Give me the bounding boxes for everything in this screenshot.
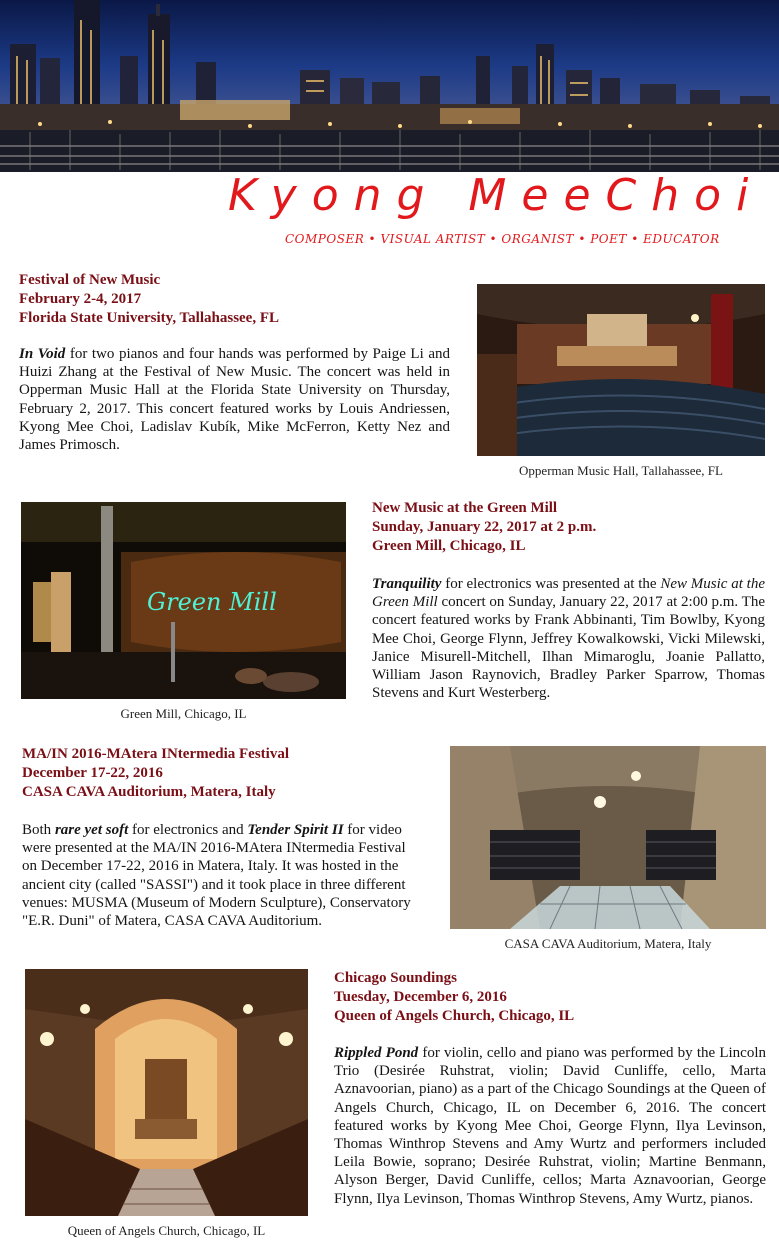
- site-title: Kyong MeeChoi: [228, 170, 764, 221]
- photo-caption: Opperman Music Hall, Tallahassee, FL: [519, 463, 723, 478]
- event-date: Tuesday, December 6, 2016: [334, 989, 507, 1005]
- event-venue: Queen of Angels Church, Chicago, IL: [334, 1008, 575, 1024]
- event-heading: [334, 969, 764, 1026]
- skyline-banner-image: [0, 0, 779, 172]
- event-venue: Florida State University, Tallahassee, FL: [19, 310, 280, 326]
- event-description: Both rare yet soft for electronics and Tender Spirit II for video were presented at the MA/IN 2016-MAtera INtermedia Festival on December 17-22, 2016 in Matera, Italy. It was hosted in the ancient city (called "SASSI") and it took place in three different venues: MUSMA (Museum of Modern Sculpture), Conservatory "E.R. Duni" of Matera, CASA CAVA Auditorium.: [22, 822, 411, 930]
- work-title: Rippled Pond: [334, 1045, 419, 1061]
- opperman-hall-photo: [477, 284, 765, 456]
- concert-series-name: New Music at the Green Mill: [372, 576, 765, 611]
- photo-caption: CASA CAVA Auditorium, Matera, Italy: [504, 936, 712, 951]
- event-date: February 2-4, 2017: [19, 291, 142, 307]
- work-title: rare yet soft: [54, 822, 129, 838]
- event-description: Tranquility for electronics was presented at the New Music at the Green Mill concert on Sunday, January 22, 2017 at 2:00 p.m. The concert featured works by Frank Abbinanti, Tim Bowlby, Kyong Mee Choi, George Flynn, Jeffrey Kowalkowski, Vicki Milewski, Janice Misurell-Mitchell, Ilhan Mimaroglu, Joanie Pallatto, William Jason Raynovich, Bradley Parker Sparrow, Thomas Stevens and Kurt Westerberg.: [372, 576, 765, 702]
- event-venue: Green Mill, Chicago, IL: [372, 538, 526, 554]
- green-mill-neon-sign: Green Mill: [147, 588, 277, 616]
- site-tagline: COMPOSER • VISUAL ARTIST • ORGANIST • POET • EDUCATOR: [285, 232, 720, 246]
- event-title: MA/IN 2016-MAtera INtermedia Festival: [22, 746, 290, 762]
- queen-of-angels-photo: [25, 969, 308, 1216]
- event-title: Chicago Soundings: [334, 970, 457, 986]
- photo-caption: Green Mill, Chicago, IL: [120, 706, 247, 721]
- casa-cava-photo: [450, 746, 766, 929]
- event-heading: [372, 499, 772, 556]
- event-title: Festival of New Music: [19, 272, 161, 288]
- work-title: Tranquility: [372, 576, 442, 592]
- work-title: In Void: [19, 346, 66, 362]
- event-date: Sunday, January 22, 2017 at 2 p.m.: [372, 519, 597, 535]
- event-description: Rippled Pond for violin, cello and piano was performed by the Lincoln Trio (Desirée Ruhstrat, violin; David Cunliffe, cello, Marta Aznavoorian, piano) as a part of the Chicago Soundings at the Queen of Angels Church, Chicago, IL on December 6, 2016. The concert featured works by Kyong Mee Choi, George Flynn, Ilya Levinson, Thomas Winthrop Stevens and Amy Wurtz and performers included Leila Bowie, soprano; Desirée Ruhstrat, violin; Martine Benmann, Alyson Berger, David Cunliffe, cellos; Marta Aznavoorian, George Flynn, Ilya Levinson, Thomas Winthrop Stevens, Amy Wurtz, pianos.: [334, 1045, 766, 1207]
- event-heading: [22, 745, 442, 802]
- photo-caption: Queen of Angels Church, Chicago, IL: [67, 1223, 266, 1238]
- event-date: December 17-22, 2016: [22, 765, 163, 781]
- event-description: In Void for two pianos and four hands was performed by Paige Li and Huizi Zhang at the Festival of New Music. The concert was held in Opperman Music Hall at the Florida State University on Thursday, February 2, 2017. This concert featured works by Louis Andriessen, Kyong Mee Choi, Ladislav Kubík, Mike McFerron, Ketty Nez and James Primosch.: [19, 346, 450, 454]
- event-heading: [19, 271, 459, 328]
- event-title: New Music at the Green Mill: [372, 500, 558, 516]
- event-venue: CASA CAVA Auditorium, Matera, Italy: [22, 784, 276, 800]
- work-title: Tender Spirit II: [247, 822, 344, 838]
- green-mill-photo: [21, 502, 346, 699]
